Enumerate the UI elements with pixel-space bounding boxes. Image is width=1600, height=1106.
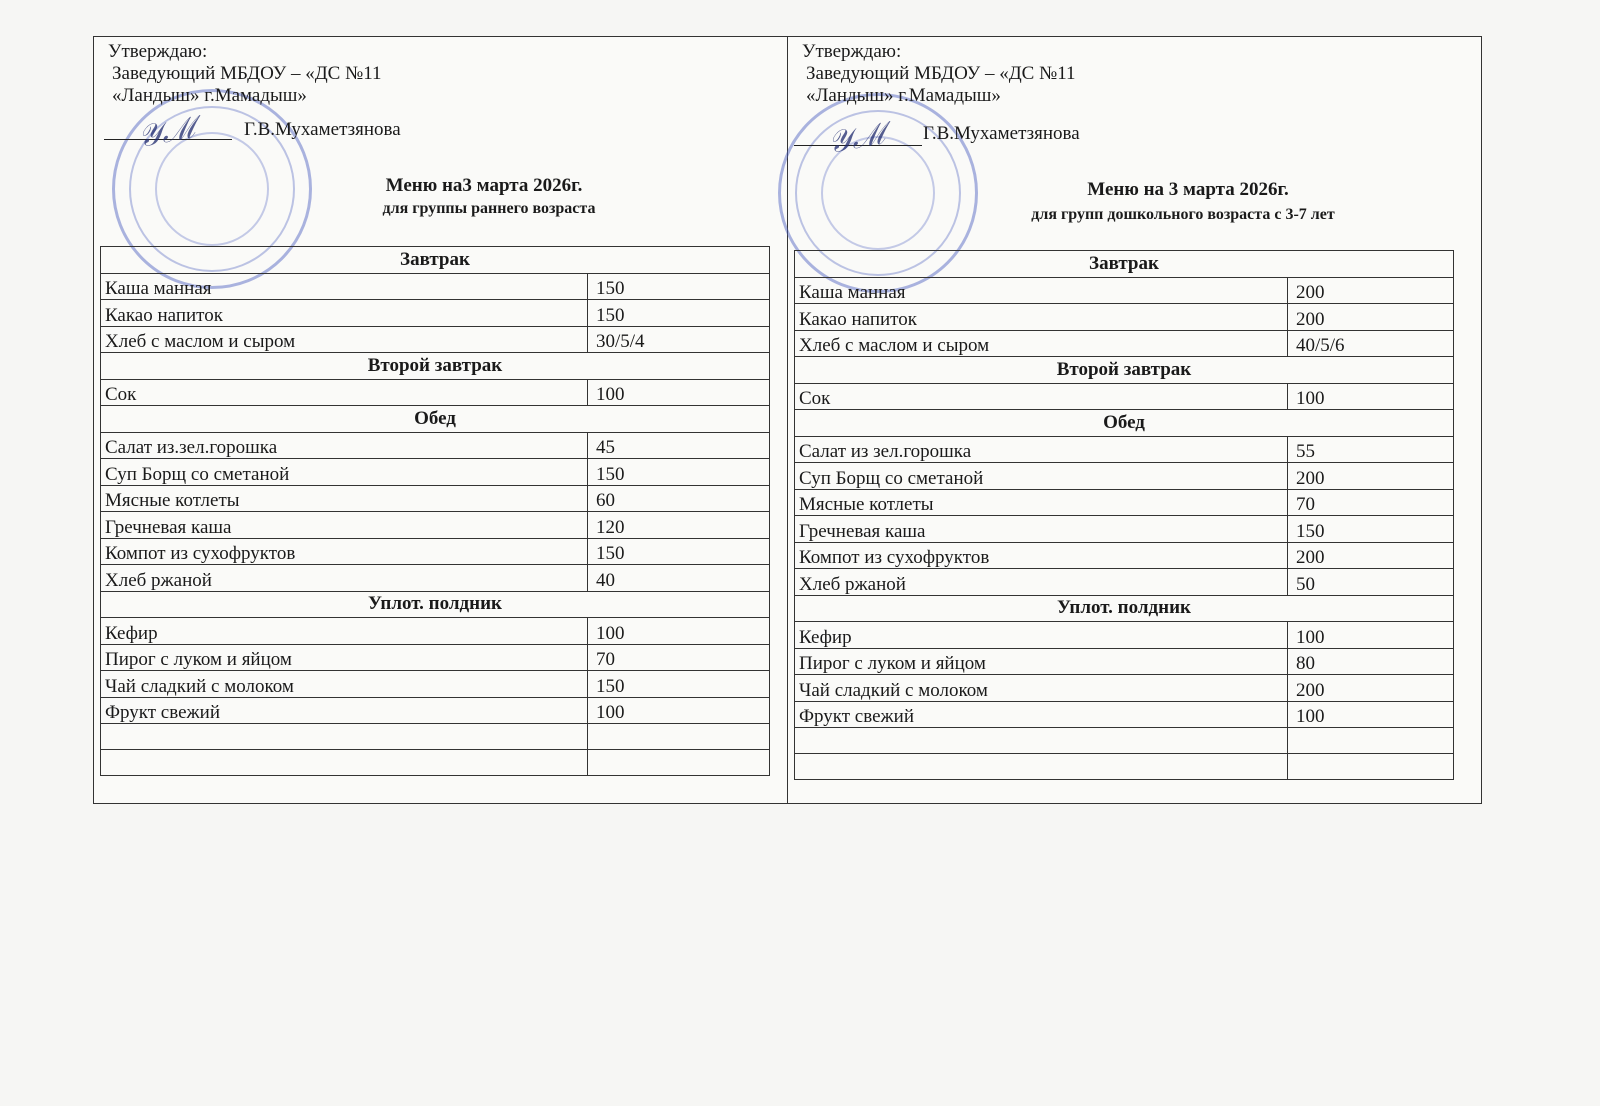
- dish-name: Салат из.зел.горошка: [101, 432, 588, 459]
- menu-item-row: [101, 671, 770, 698]
- dish-name: Фрукт свежий: [795, 701, 1288, 728]
- dish-portion: 40: [588, 565, 770, 592]
- dish-portion: 200: [1288, 463, 1454, 490]
- dish-portion: 150: [588, 671, 770, 698]
- dish-name: Сок: [101, 379, 588, 406]
- section-header-row: [101, 353, 770, 380]
- menu-item-row: [101, 459, 770, 486]
- blank-row: [795, 728, 1454, 754]
- menu-item-row: [795, 648, 1454, 675]
- dish-name: Чай сладкий с молоком: [101, 671, 588, 698]
- menu-item-row: [795, 463, 1454, 490]
- dish-name: Пирог с луком и яйцом: [101, 644, 588, 671]
- dish-name: Каша манная: [101, 273, 588, 300]
- dish-name: Мясные котлеты: [795, 489, 1288, 516]
- menu-item-row: [101, 565, 770, 592]
- section-header-row: [101, 406, 770, 433]
- dish-name: Каша манная: [795, 277, 1288, 304]
- menu-item-row: [795, 489, 1454, 516]
- menu-item-row: [795, 542, 1454, 569]
- blank-cell: [795, 728, 1288, 754]
- dish-name: Какао напиток: [101, 300, 588, 327]
- dish-portion: 200: [1288, 277, 1454, 304]
- approval-org: «Ландыш» г.Мамадыш»: [112, 85, 307, 106]
- approval-org: «Ландыш» г.Мамадыш»: [806, 85, 1001, 106]
- dish-name: Компот из сухофруктов: [101, 538, 588, 565]
- menu-table: [794, 250, 1454, 780]
- dish-portion: 100: [1288, 701, 1454, 728]
- dish-portion: 100: [1288, 622, 1454, 649]
- blank-row: [101, 750, 770, 776]
- approval-heading: Утверждаю:: [802, 41, 902, 62]
- blank-cell: [588, 750, 770, 776]
- blank-row: [795, 754, 1454, 780]
- dish-name: Компот из сухофруктов: [795, 542, 1288, 569]
- handwritten-signature: 𝒴ℳ: [825, 116, 888, 161]
- dish-portion: 200: [1288, 304, 1454, 331]
- handwritten-signature: 𝒴ℳ: [135, 110, 198, 155]
- dish-name: Сок: [795, 383, 1288, 410]
- dish-name: Гречневая каша: [101, 512, 588, 539]
- dish-name: Хлеб ржаной: [101, 565, 588, 592]
- blank-cell: [101, 750, 588, 776]
- dish-portion: 45: [588, 432, 770, 459]
- dish-portion: 150: [588, 273, 770, 300]
- dish-portion: 50: [1288, 569, 1454, 596]
- approval-block: [802, 41, 1076, 107]
- dish-name: Мясные котлеты: [101, 485, 588, 512]
- dish-portion: 55: [1288, 436, 1454, 463]
- approver-name: Г.В.Мухаметзянова: [244, 119, 401, 140]
- menu-item-row: [101, 538, 770, 565]
- dish-portion: 150: [1288, 516, 1454, 543]
- section-title: Обед: [101, 406, 770, 433]
- blank-cell: [101, 724, 588, 750]
- blank-cell: [1288, 754, 1454, 780]
- menu-item-row: [101, 273, 770, 300]
- section-header-row: [795, 357, 1454, 384]
- dish-portion: 120: [588, 512, 770, 539]
- section-header-row: [101, 591, 770, 618]
- blank-cell: [795, 754, 1288, 780]
- section-title: Уплот. полдник: [795, 595, 1454, 622]
- menu-sheet: [93, 36, 1482, 804]
- section-title: Второй завтрак: [101, 353, 770, 380]
- section-header-row: [101, 247, 770, 274]
- dish-name: Суп Борщ со сметаной: [101, 459, 588, 486]
- dish-name: Пирог с луком и яйцом: [795, 648, 1288, 675]
- menu-title: Меню на 3 марта 2026г.: [1087, 179, 1289, 200]
- dish-name: Хлеб с маслом и сыром: [101, 326, 588, 353]
- section-title: Уплот. полдник: [101, 591, 770, 618]
- dish-name: Кефир: [795, 622, 1288, 649]
- menu-table: [100, 246, 770, 776]
- approval-position: Заведующий МБДОУ – «ДС №11: [806, 63, 1076, 84]
- menu-preschool: [788, 37, 1481, 803]
- menu-subtitle: для группы раннего возраста: [382, 200, 596, 217]
- menu-item-row: [795, 516, 1454, 543]
- menu-item-row: [795, 304, 1454, 331]
- section-header-row: [795, 410, 1454, 437]
- menu-item-row: [101, 644, 770, 671]
- menu-subtitle: для групп дошкольного возраста с 3-7 лет: [1031, 206, 1335, 223]
- dish-name: Салат из зел.горошка: [795, 436, 1288, 463]
- dish-portion: 70: [1288, 489, 1454, 516]
- menu-item-row: [101, 326, 770, 353]
- dish-portion: 70: [588, 644, 770, 671]
- dish-portion: 100: [588, 697, 770, 724]
- approval-position: Заведующий МБДОУ – «ДС №11: [112, 63, 382, 84]
- menu-item-row: [101, 512, 770, 539]
- dish-portion: 150: [588, 300, 770, 327]
- dish-name: Фрукт свежий: [101, 697, 588, 724]
- dish-portion: 150: [588, 538, 770, 565]
- menu-item-row: [795, 675, 1454, 702]
- menu-item-row: [101, 300, 770, 327]
- menu-item-row: [101, 432, 770, 459]
- menu-title: Меню на3 марта 2026г.: [385, 175, 583, 196]
- blank-row: [101, 724, 770, 750]
- dish-name: Какао напиток: [795, 304, 1288, 331]
- dish-portion: 200: [1288, 675, 1454, 702]
- dish-name: Гречневая каша: [795, 516, 1288, 543]
- menu-item-row: [101, 379, 770, 406]
- menu-item-row: [795, 569, 1454, 596]
- menu-item-row: [795, 277, 1454, 304]
- menu-item-row: [101, 618, 770, 645]
- menu-item-row: [795, 330, 1454, 357]
- menu-item-row: [795, 383, 1454, 410]
- dish-portion: 80: [1288, 648, 1454, 675]
- menu-early-age: [94, 37, 787, 803]
- menu-item-row: [101, 697, 770, 724]
- dish-portion: 200: [1288, 542, 1454, 569]
- approver-name: Г.В.Мухаметзянова: [923, 123, 1080, 144]
- dish-name: Кефир: [101, 618, 588, 645]
- dish-portion: 40/5/6: [1288, 330, 1454, 357]
- dish-name: Хлеб ржаной: [795, 569, 1288, 596]
- dish-portion: 30/5/4: [588, 326, 770, 353]
- blank-cell: [588, 724, 770, 750]
- blank-cell: [1288, 728, 1454, 754]
- section-header-row: [795, 251, 1454, 278]
- dish-name: Суп Борщ со сметаной: [795, 463, 1288, 490]
- section-title: Обед: [795, 410, 1454, 437]
- dish-name: Чай сладкий с молоком: [795, 675, 1288, 702]
- menu-item-row: [795, 436, 1454, 463]
- menu-item-row: [795, 622, 1454, 649]
- dish-portion: 150: [588, 459, 770, 486]
- approval-heading: Утверждаю:: [108, 41, 208, 62]
- section-title: Завтрак: [101, 247, 770, 274]
- dish-portion: 100: [588, 618, 770, 645]
- menu-item-row: [795, 701, 1454, 728]
- dish-portion: 100: [1288, 383, 1454, 410]
- dish-portion: 60: [588, 485, 770, 512]
- dish-portion: 100: [588, 379, 770, 406]
- section-title: Второй завтрак: [795, 357, 1454, 384]
- approval-block: [108, 41, 382, 107]
- dish-name: Хлеб с маслом и сыром: [795, 330, 1288, 357]
- section-title: Завтрак: [795, 251, 1454, 278]
- menu-item-row: [101, 485, 770, 512]
- section-header-row: [795, 595, 1454, 622]
